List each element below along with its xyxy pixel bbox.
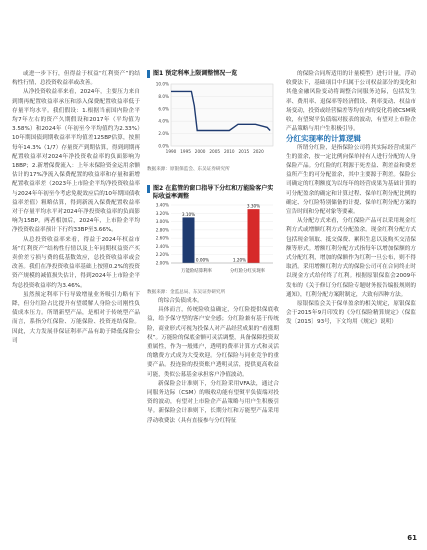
figure-2 bbox=[147, 185, 279, 295]
plot-area bbox=[171, 84, 273, 146]
paragraph: 虽然预定利率下行导致增量业务吸引力略有下降，但分红险占比提升有望缓解人身险公司刚性负债成本压力。所谓新型产品，是相对于传统型产品而言，系指分红保险、万能保险、投资连结保险。因此，大力发展非保证利率产品有助于降低保险公司 bbox=[12, 291, 140, 344]
paragraph: 新保险会计准则下，分红险采用VFA法，通过合同服务边际（CSM）的吸收功能有望熨平负债端对投资的波动，有望对上市险企产品策略与用户生积极引导。新保险会计准则下，长期分红和万能型产品采用浮动收费法（具有直接参与分红特征 bbox=[147, 380, 279, 424]
paragraph: 的综合负债成本。 bbox=[158, 298, 203, 304]
y-tick-label: 10.0% bbox=[155, 81, 169, 87]
figure-2-title: 图2 在监管的窗口指导下分红和万能险客户实际收益率调整 bbox=[153, 185, 274, 200]
y-tick-label: 0.0% bbox=[158, 143, 169, 149]
figure-marker bbox=[147, 185, 150, 193]
bar bbox=[183, 217, 195, 263]
y-tick-label: 3.40% bbox=[155, 202, 169, 208]
paragraph: 原银保监会关于保单盈余的相关规定，原银保监会于2015年9月印发的《分红保险精算规定》（保监发〔2015〕93号，下文均用《规定》说明） bbox=[286, 301, 416, 326]
x-tick-label: 2015 bbox=[238, 149, 250, 154]
right-column bbox=[286, 70, 416, 328]
y-tick-label: 4.0% bbox=[158, 118, 169, 124]
x-tick-label: 1990 bbox=[165, 149, 177, 154]
data-label: 0.00% bbox=[195, 257, 210, 263]
y-tick-label: 6.0% bbox=[158, 106, 169, 112]
y-tick-label: 3.00% bbox=[155, 219, 169, 225]
bar bbox=[248, 209, 260, 263]
paragraph: 的保险合同所适用的计量模型）进行计量，浮动收费法下，基础项目中归属于公司权益部分的变化和其他金融风险变动将调整合同服务边际，包括发生率、费用率、退保率等经济假设、利率变动、权益市场变动，投资或经营偏差等均在内的变化将被CSM吸收，有望熨平负债端对报表的波动，有望对上市险企产品策略与用户生积极引导。 bbox=[286, 71, 416, 133]
y-tick-label: 2.0% bbox=[158, 131, 169, 137]
figure-1-chart bbox=[147, 78, 279, 160]
paragraph: 所谓分红险，是指保险公司将其实际经营成果产生的盈余，按一定比例向保单持有人进行分配的人身保险产品。分红险的红利源于死差益、利差益和费差益所产生的可分配盈余，其中主要源于利差。保险公司确定的红利额度为以每年的经营成果为基础计算的可分配盈余的确定和计算过程、保单红利分配比例的确定、分红险特别储备的计提、保单红利分配方案的宣告时间和分配对象等要素。 bbox=[286, 144, 416, 216]
x-tick-label: 1995 bbox=[180, 149, 191, 154]
paragraph: 从分配方式来看，分红保险产品可以采用现金红利方式或增额红利方式分配盈余。现金红利分配方式包括现金领取、抵交保费、累积生息以及购买交清保额等形式。增额红利分配方式指每年以增加保额的方式分配红利，增加的保额作为红利一旦公布，则不得取消。采用增额红利方式的保险公司可在合同终止时以现金方式给付终了红利。根据原银保监会2009年发布的《关于修订分红保险专题财务报告编报规则的通知》，红利分配方案附制定，大致有四种方法。 bbox=[286, 218, 416, 298]
category-label: 万能险结算利率 bbox=[181, 269, 212, 274]
paragraph: 从净投资收益率来看，2024年，主要压力来自到期再配置收益率承压和添入保费配置收益率低于存量平均水平。我们假设：1.根据当前国内险企平均7年左右的资产久期假设和2017年（平均值为3.58%）和2024年（年初至今平均值约为2.33%）10年期国债到期收益率平均值差125BP估算，按照每年14.3%（1/7）存量资产到期估算，得到到期再配置收益率对2024年净投资收益率的负面影响为18BP；2.新增保费流入：上年末保险资金运用余额估计的17%净流入保费配置的收益率和存量和新增配置收益率差（2023年上市险企平均净投资收益率与2024年年初至今考虑免税效应后的10年期国债收益率差值）粗略估算，得到新流入保费配置收益率对于存量平均水平对2024年净投资收益率的负面影响为15BP。两者相加后，2024年，上市险企平均净投资收益率预计下行约33BP至3.66%。 bbox=[12, 89, 140, 234]
x-tick-label: 2005 bbox=[209, 149, 221, 154]
y-tick-label: 8.0% bbox=[158, 93, 169, 99]
figure-1 bbox=[147, 70, 279, 172]
y-tick-label: 2.80% bbox=[155, 227, 169, 233]
paragraph: 具体而言，传统险收益确定，分红险提供保底收益，给予保守型的客户安全感；分红险兼有基于传统险，商业形式可视为投保人对产品经营成果的“看涨期权”。万能险的保底金额可灵活调整，具备保障投资双重属性，作为一般账户，透明的费率计算方式和灵活的缴费方式成为大受欢迎。分红保险与同业竞争的重要产品。投连险的投资账户透明灵活，提供更高收益可能，类似公募基金承担客户净值波动。 bbox=[147, 307, 279, 378]
figure-marker bbox=[147, 70, 150, 78]
x-tick-label: 2000 bbox=[194, 149, 206, 154]
y-tick-label: 2.60% bbox=[155, 235, 169, 241]
paragraph: 从总投资收益率来看，得益于2024年权益市场“红利资产”结构性行情以及上年同期权益资产买卖价差亏损与费的低基数效应，总投资收益率或会改善。我们在净投资收益率基础上按照0.2%的投资资产规模的减值损失估计，得到2024年上市险企平均总投资收益率约为3.46%。 bbox=[12, 236, 140, 289]
x-tick-label: 2020 bbox=[253, 149, 264, 154]
y-tick-label: 2.40% bbox=[155, 243, 169, 249]
y-tick-label: 2.20% bbox=[155, 252, 169, 258]
paragraph: 或进一步下行，但得益于权益“红利资产”的结构性行情，总投资收益率或改善。 bbox=[12, 71, 140, 87]
figure-1-source: 数据来源：原银保监会、东吴证券研究所 bbox=[147, 167, 230, 172]
x-tick-label: 2010 bbox=[223, 149, 235, 154]
y-tick-label: 2.00% bbox=[155, 260, 169, 266]
figure-2-source: 数据来源：金监总局、东吴证券研究所 bbox=[147, 290, 226, 295]
data-label: 1.20% bbox=[232, 257, 247, 263]
left-column bbox=[12, 70, 140, 346]
category-label: 分红险分红实现率 bbox=[229, 269, 266, 274]
data-label: 3.10% bbox=[181, 211, 196, 217]
figure-1-title: 图1 预定利率上限调整情况一览 bbox=[153, 70, 238, 77]
middle-column bbox=[147, 297, 279, 426]
section-title: 分红实现率的计算逻辑 bbox=[286, 134, 361, 144]
figure-2-chart bbox=[147, 201, 279, 283]
page-number: 61 bbox=[407, 534, 417, 542]
y-tick-label: 3.20% bbox=[155, 210, 169, 216]
data-label: 3.30% bbox=[246, 203, 261, 209]
